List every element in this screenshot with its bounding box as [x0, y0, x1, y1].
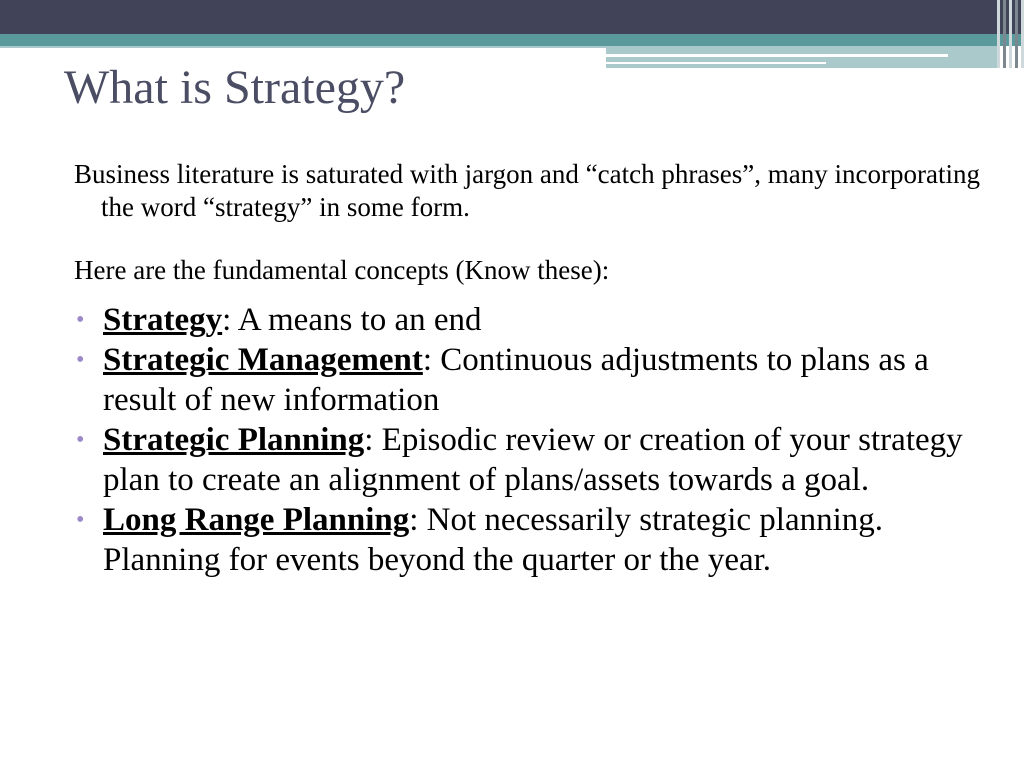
bullet-icon: •	[76, 347, 85, 373]
concept-definition: : Episodic review or creation of your strategy plan to create an alignment of plans/assets towards a goal.	[103, 422, 963, 498]
header-stripe	[1015, 0, 1018, 68]
concept-list	[74, 300, 984, 580]
header-dark-band	[0, 0, 1024, 34]
header-stripe	[1003, 0, 1006, 68]
header-stripe	[1009, 0, 1012, 68]
list-item	[74, 300, 984, 340]
header-stripe	[997, 0, 1000, 68]
concept-term: Long Range Planning	[103, 502, 410, 538]
concept-definition: : A means to an end	[222, 302, 482, 338]
header-right-block	[606, 46, 1000, 68]
concept-definition: : Continuous adjustments to plans as a result of new information	[103, 342, 929, 418]
bullet-icon: •	[76, 307, 85, 333]
header-light-line	[0, 46, 606, 48]
bullet-icon: •	[76, 427, 85, 453]
list-item	[74, 420, 984, 500]
list-item	[74, 340, 984, 420]
header-stripes	[990, 0, 1024, 68]
bullet-icon: •	[76, 507, 85, 533]
header-right-line	[606, 54, 948, 57]
concept-term: Strategic Management	[103, 342, 423, 378]
list-item	[74, 500, 984, 580]
intro-paragraph: Here are the fundamental concepts (Know these):	[74, 255, 610, 285]
concept-definition: : Not necessarily strategic planning. Planning for events beyond the quarter or the year.	[103, 502, 884, 578]
intro-text	[74, 158, 984, 287]
intro-paragraph: Business literature is saturated with jargon and “catch phrases”, many incorporating the word “strategy” in some form.	[74, 159, 980, 222]
header-teal-band	[0, 34, 1024, 46]
header-right-line	[606, 62, 826, 64]
concept-term: Strategy	[103, 302, 223, 338]
concept-term: Strategic Planning	[103, 422, 365, 458]
slide-title: What is Strategy?	[64, 61, 406, 114]
